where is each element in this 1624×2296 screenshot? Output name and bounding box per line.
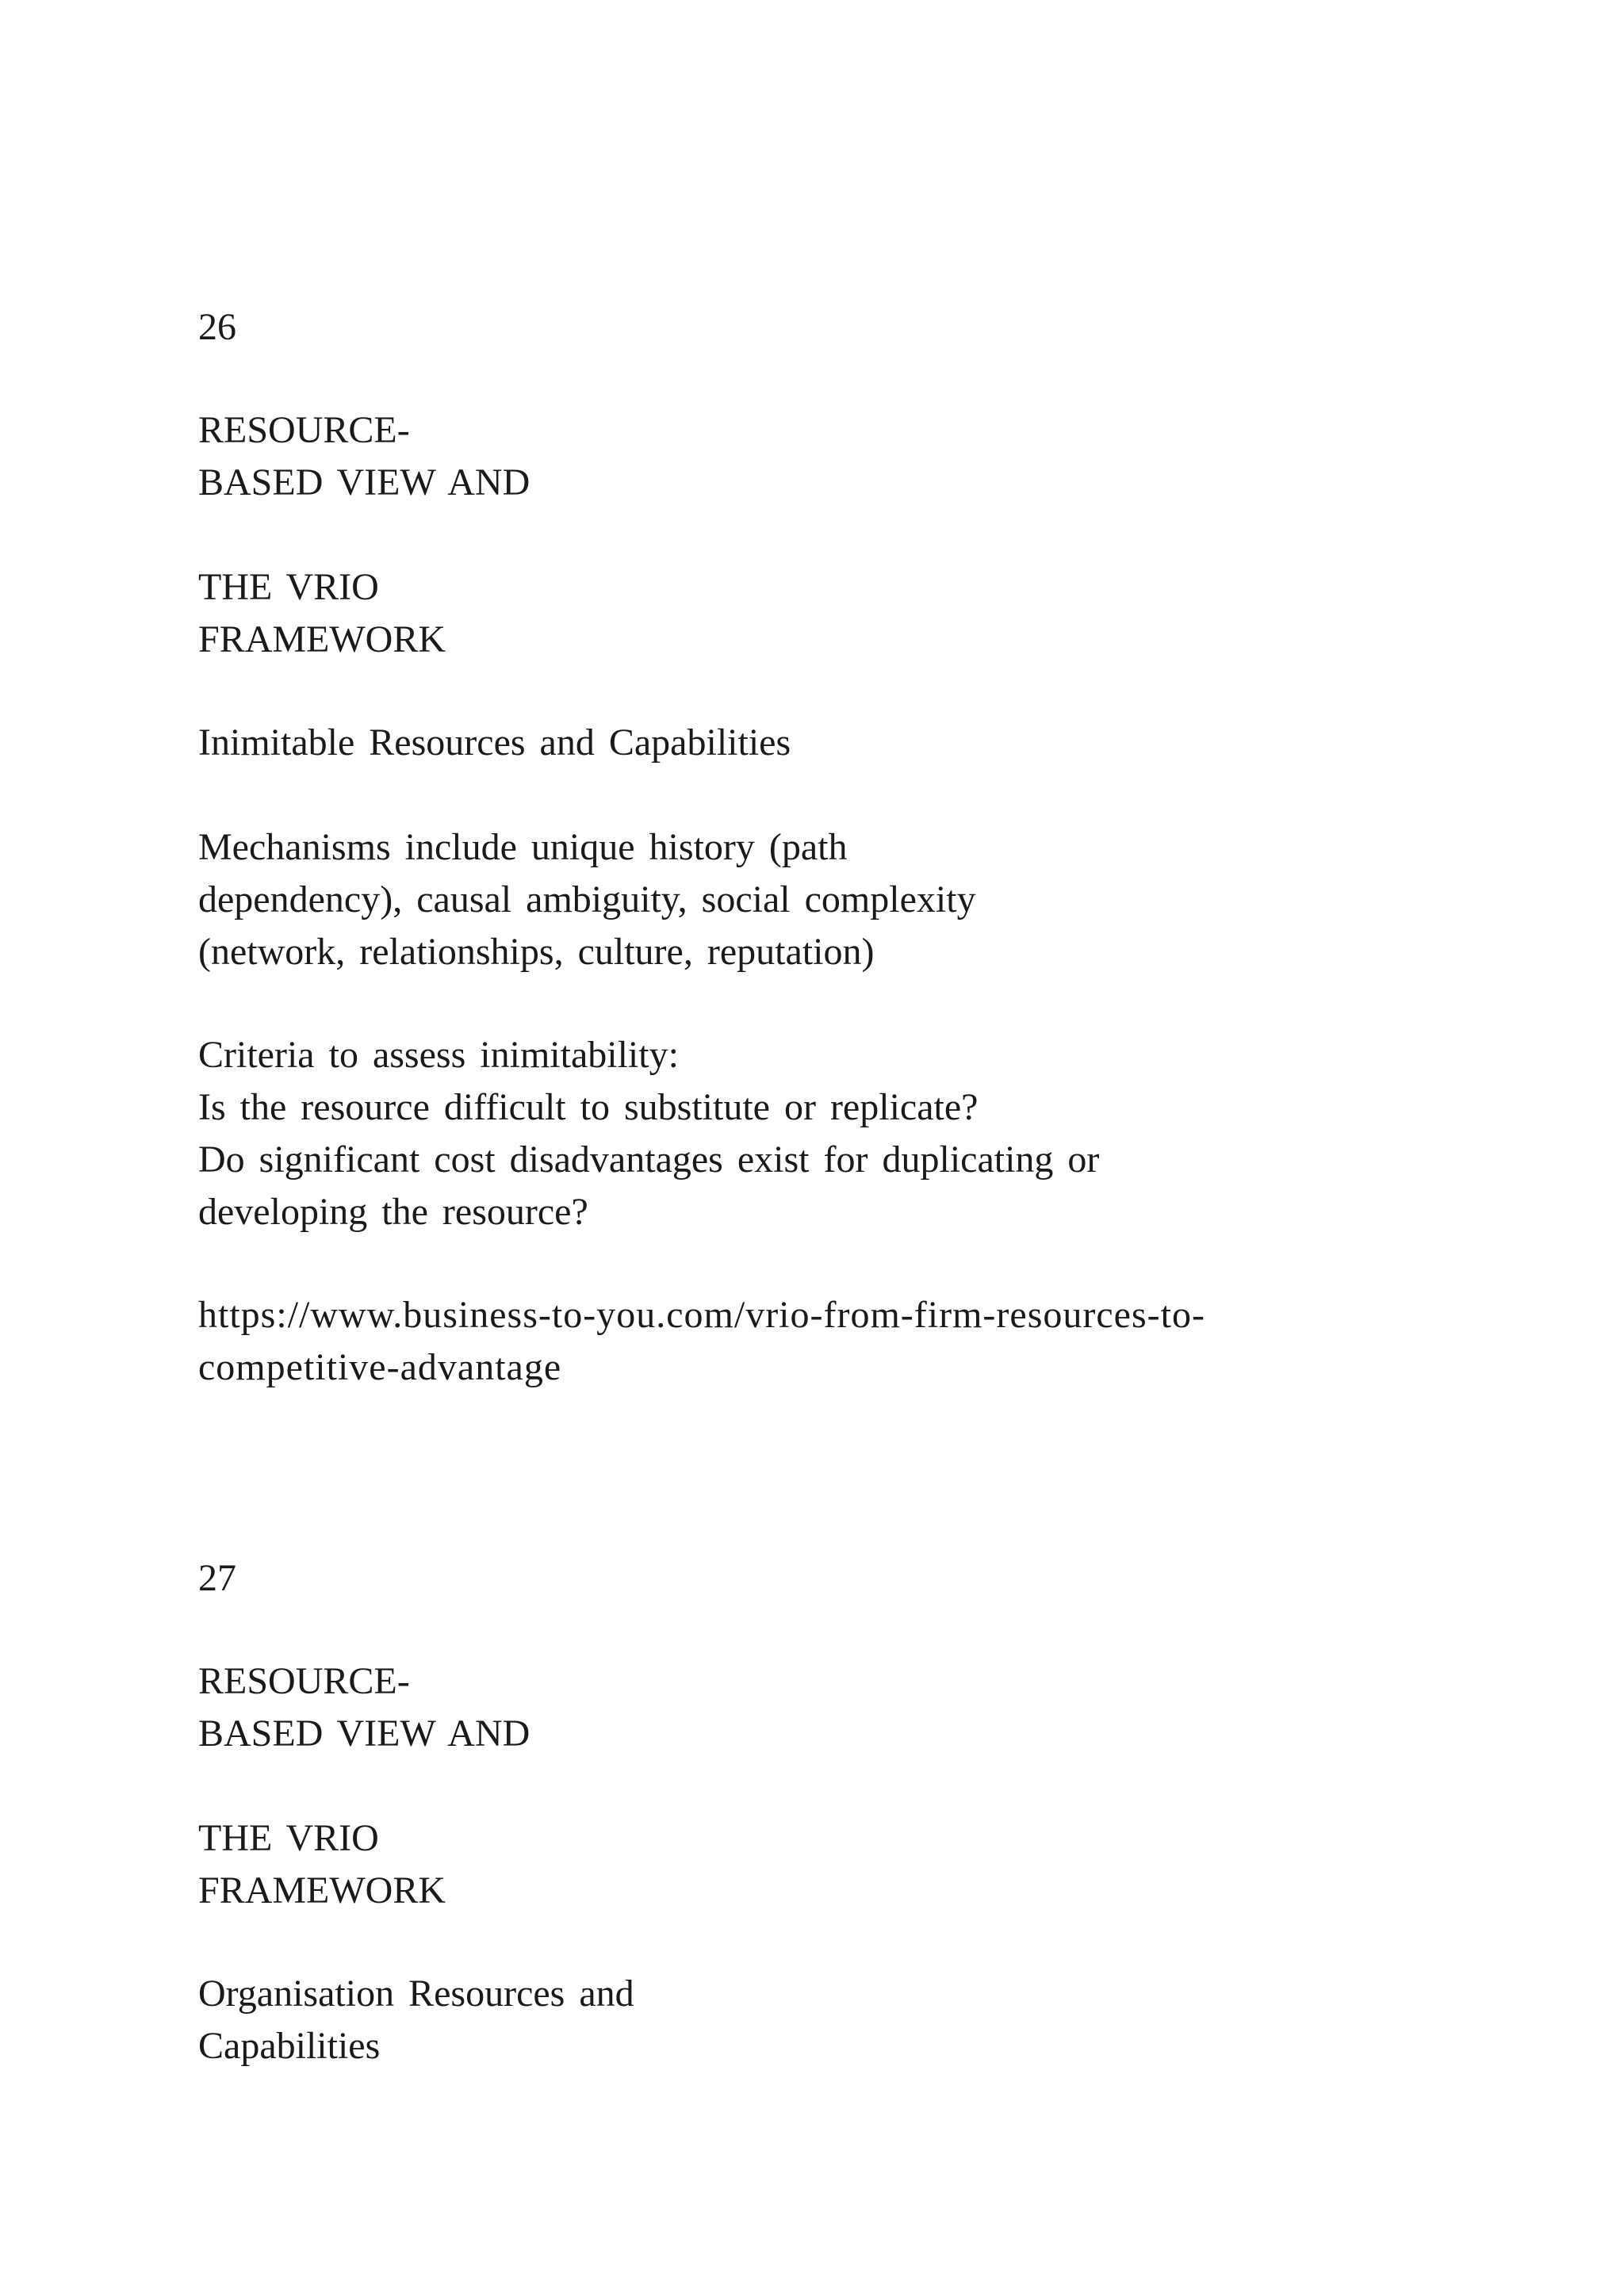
section-heading: Organisation Resources and xyxy=(198,1973,634,2015)
criteria-text: Do significant cost disadvantages exist for duplicating or xyxy=(198,1138,1100,1181)
slide-title-line: THE VRIO xyxy=(198,1817,379,1859)
slide-number: 27 xyxy=(198,1557,236,1599)
slide-title-line: FRAMEWORK xyxy=(198,618,446,660)
criteria-text: developing the resource? xyxy=(198,1191,588,1233)
slide-title-line: BASED VIEW AND xyxy=(198,461,530,503)
mechanisms-text: (network, relationships, culture, reputation) xyxy=(198,931,875,973)
section-heading: Capabilities xyxy=(198,2025,381,2067)
reference-url: https://www.business-to-you.com/vrio-from-firm-resources-to- xyxy=(198,1294,1205,1336)
mechanisms-text: dependency), causal ambiguity, social complexity xyxy=(198,878,976,920)
slide-title-line: RESOURCE- xyxy=(198,409,410,451)
slide-title-line: THE VRIO xyxy=(198,566,379,608)
section-heading: Inimitable Resources and Capabilities xyxy=(198,721,791,763)
slide-title-line: RESOURCE- xyxy=(198,1660,410,1702)
slide-number: 26 xyxy=(198,306,236,348)
mechanisms-text: Mechanisms include unique history (path xyxy=(198,826,848,868)
reference-url: competitive-advantage xyxy=(198,1346,562,1388)
slide-title-line: BASED VIEW AND xyxy=(198,1712,530,1755)
criteria-text: Is the resource difficult to substitute or replicate? xyxy=(198,1086,979,1128)
criteria-intro: Criteria to assess inimitability: xyxy=(198,1034,679,1076)
slide-title-line: FRAMEWORK xyxy=(198,1869,446,1911)
